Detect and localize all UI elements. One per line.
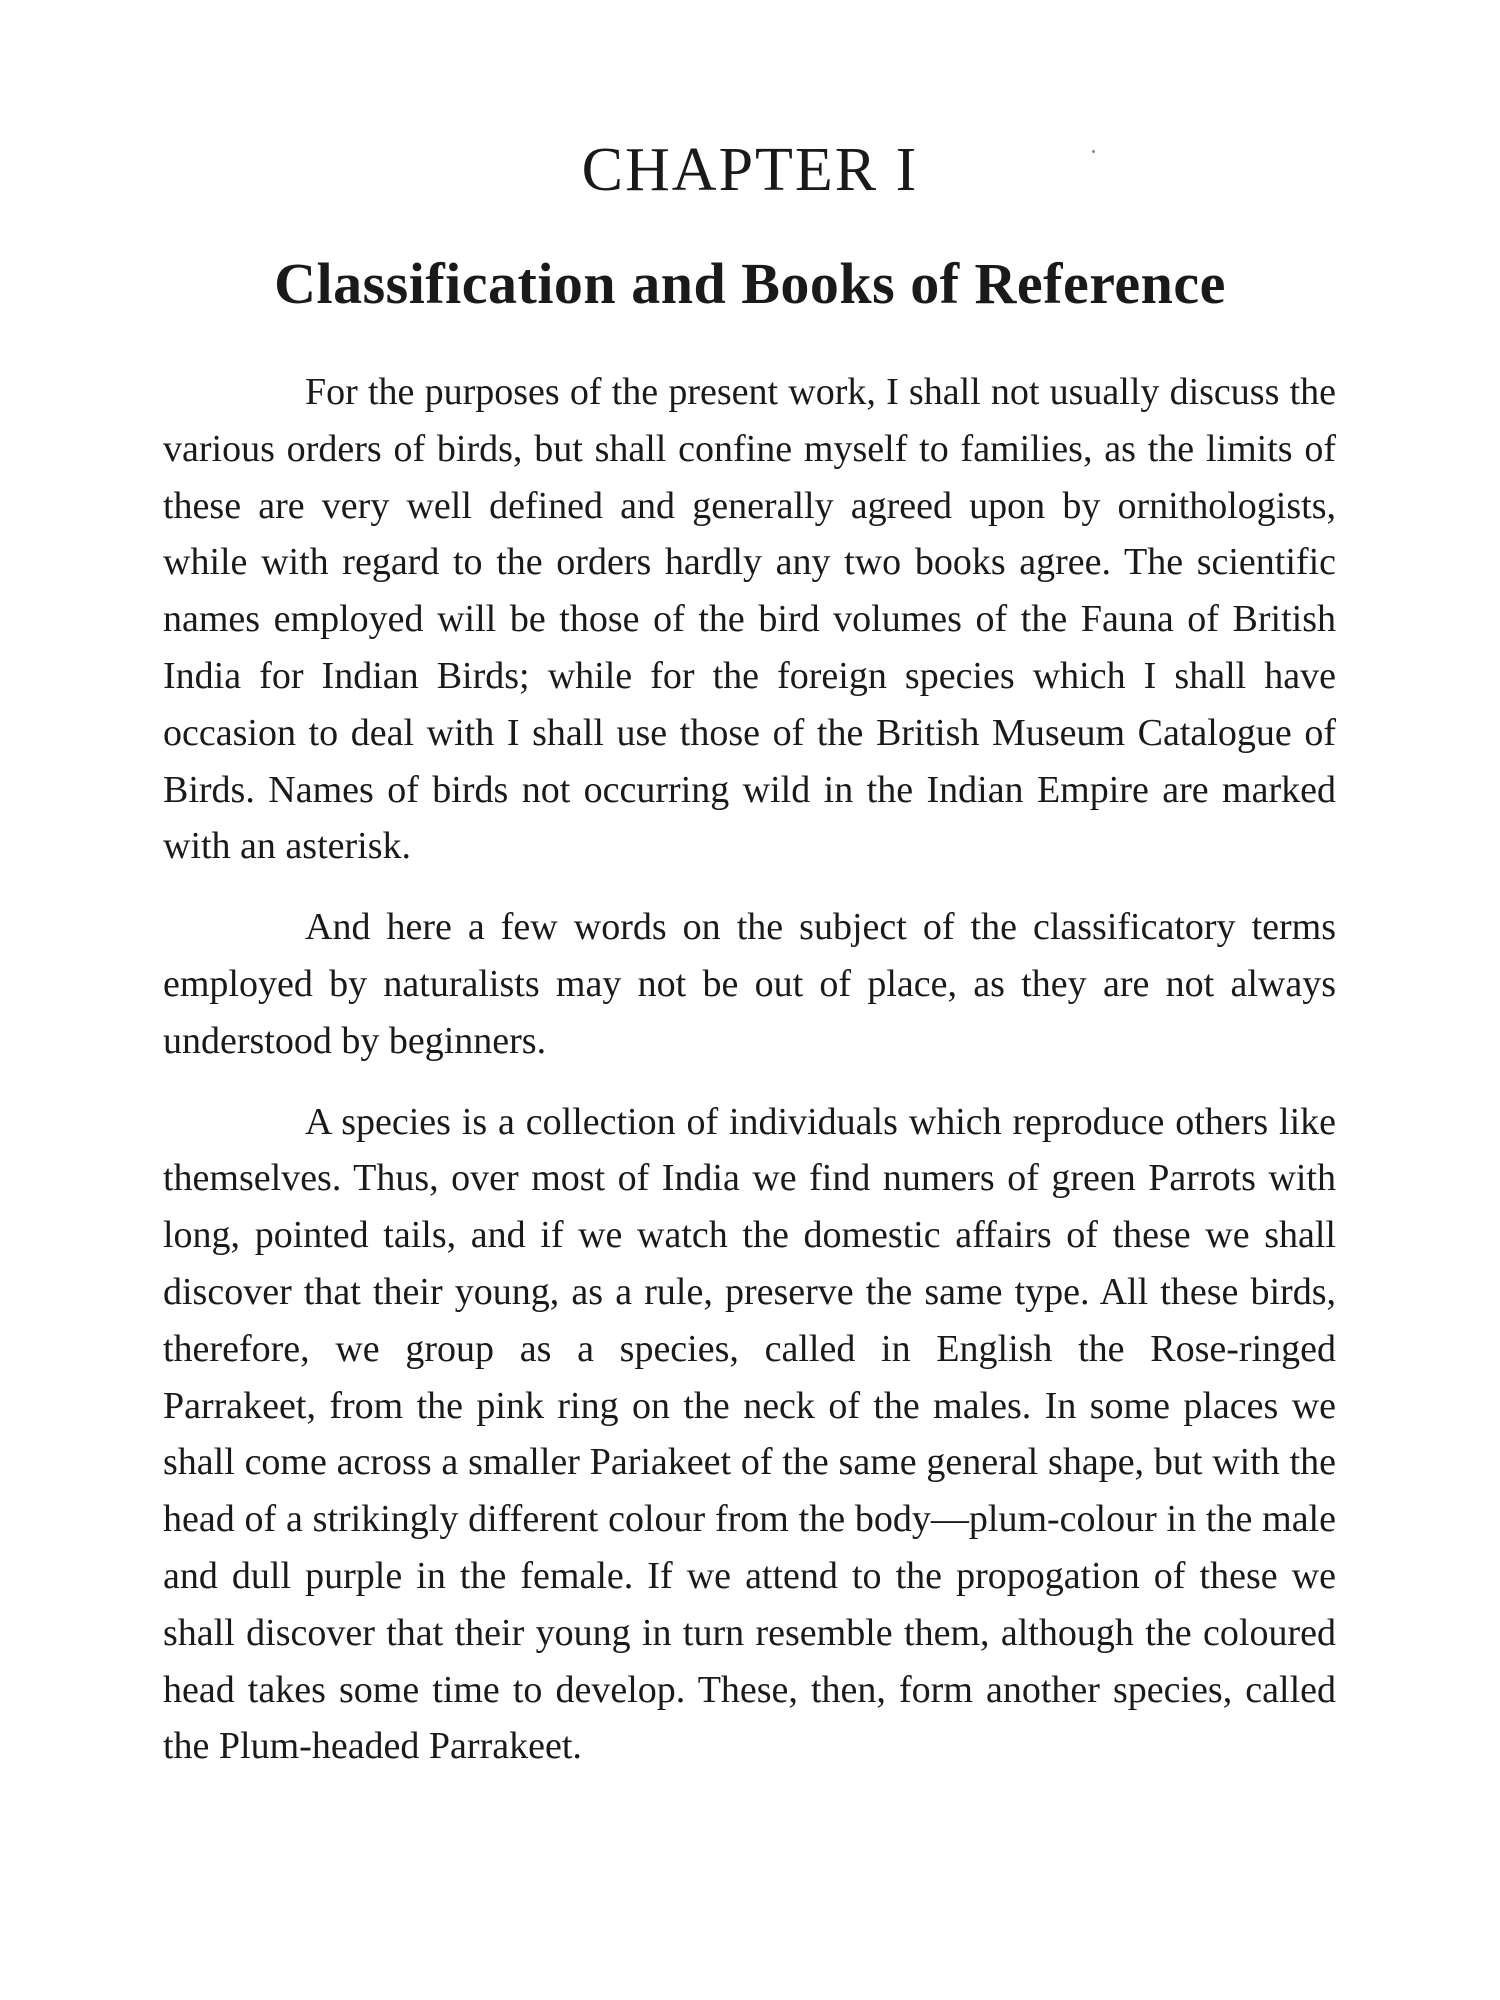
chapter-number: CHAPTER I <box>581 136 919 204</box>
body-text <box>163 364 1336 1799</box>
paragraph-3: A species is a collection of individuals which reproduce others like themselves. Thus, over most of India we find numers of green Parrots with long, pointed tails, and if we watch the domestic affairs of these we shall discover that their young, as a rule, preserve the same type. All these birds, therefore, we group as a species, called in English the Rose-ringed Parrakeet, from the pink ring on the neck of the males. In some places we shall come across a smaller Pariakeet of the same general shape, but with the head of a strikingly different colour from the body—plum-colour in the male and dull purple in the female. If we attend to the propogation of these we shall discover that their young in turn resemble them, although the coloured head takes some time to develop. These, then, form another species, called the Plum-headed Parrakeet. <box>163 1100 1336 1768</box>
paragraph-1: For the purposes of the present work, I shall not usually discuss the various orders of birds, but shall confine myself to families, as the limits of these are very well defined and generally agreed upon by ornithologists, while with regard to the orders hardly any two books agree. The scientific names employed will be those of the bird volumes of the Fauna of British India for Indian Birds; while for the foreign species which I shall have occasion to deal with I shall use those of the British Museum Catalogue of Birds. Names of birds not occurring wild in the Indian Empire are marked with an asterisk. <box>163 371 1336 868</box>
chapter-title: Classification and Books of Reference <box>274 251 1226 316</box>
paragraph-2: And here a few words on the subject of the classificatory terms employed by naturalists may not be out of place, as they are not always understood by beginners. <box>163 906 1336 1062</box>
